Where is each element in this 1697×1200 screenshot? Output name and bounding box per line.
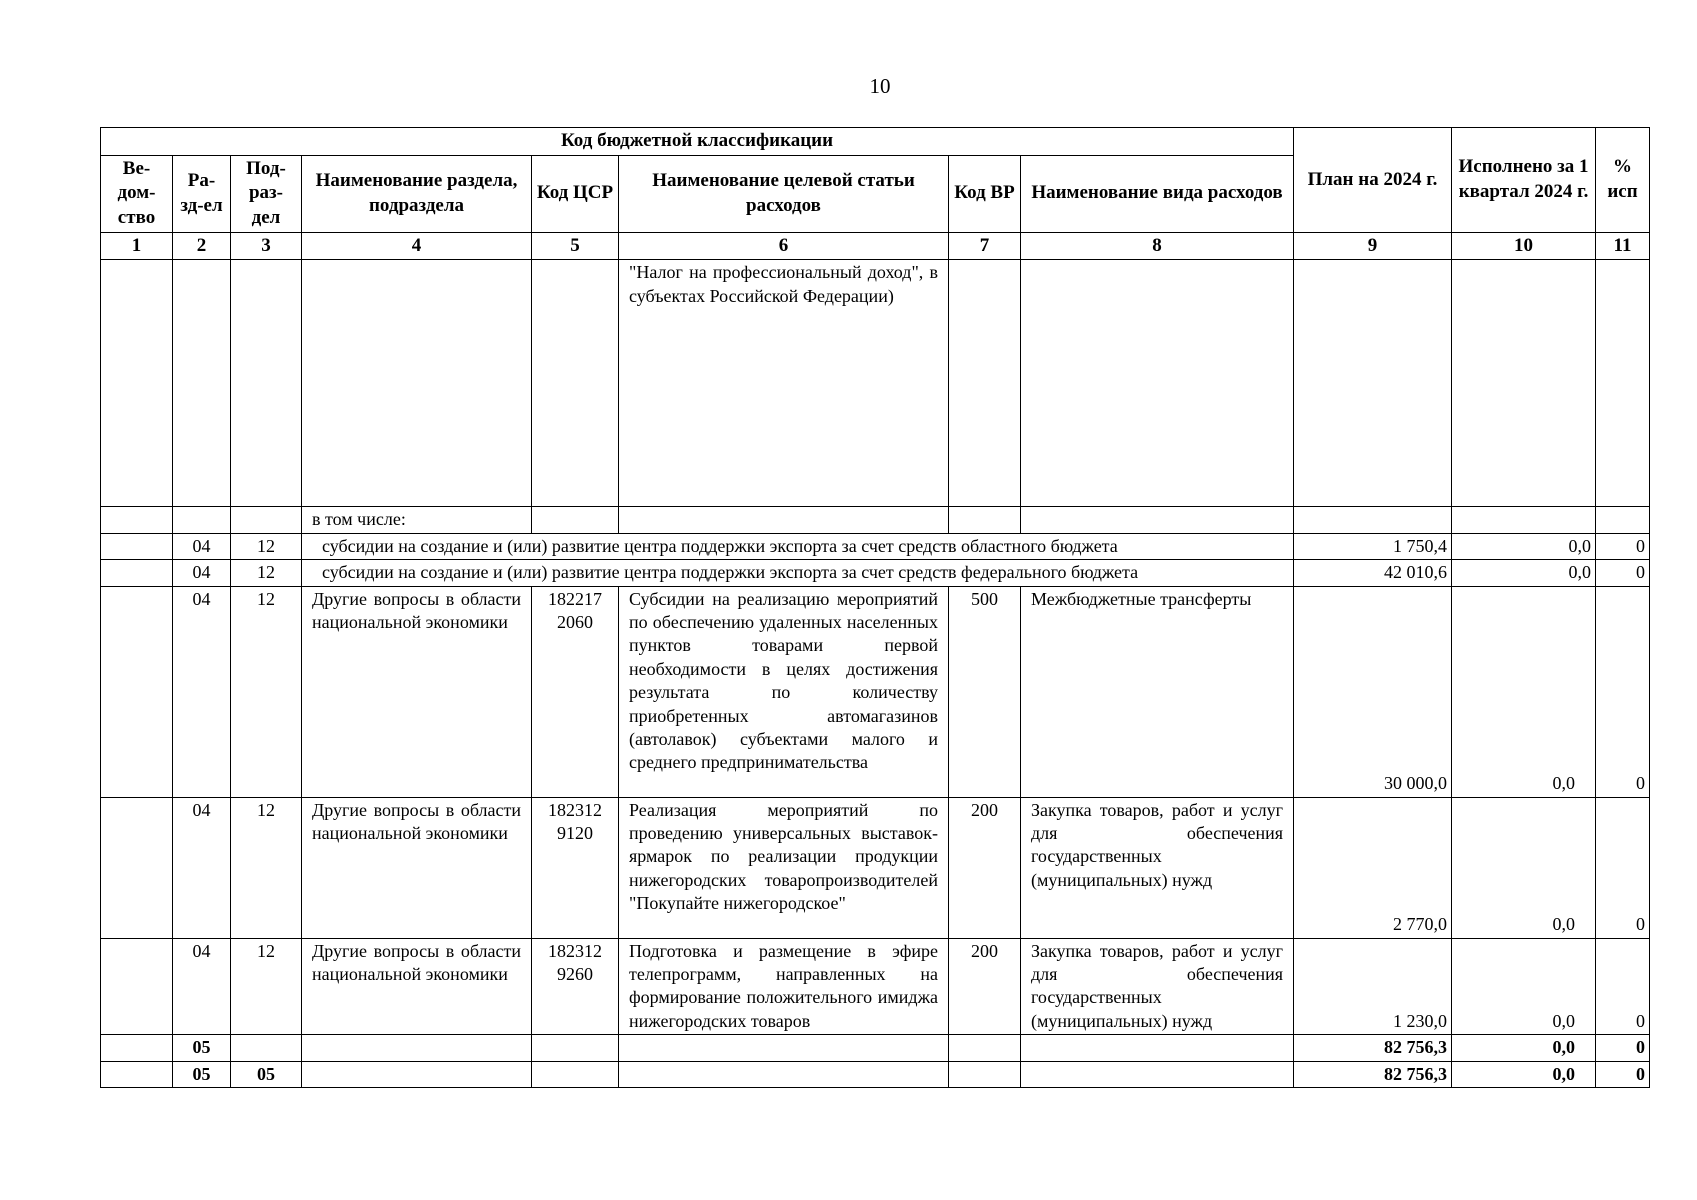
cell-vr-name: Закупка товаров, работ и услуг для обеспечения государственных (муниципальных) нужд: [1021, 938, 1294, 1035]
table-row-total: [101, 1035, 1650, 1061]
cell-executed: 0,0: [1452, 938, 1596, 1035]
cell-target-name: Подготовка и размещение в эфире телепрограмм, направленных на формирование положительного имиджа нижегородских товаров: [619, 938, 949, 1035]
column-number: 10: [1452, 232, 1596, 260]
header-razdel: Ра-зд-ел: [173, 155, 231, 232]
cell-vedomstvo: [101, 560, 173, 586]
cell-target-name: Реализация мероприятий по проведению универсальных выставок-ярмарок по реализации продукции нижегородских товаропроизводителей "Покупайте нижегородское": [619, 797, 949, 938]
cell-plan: 82 756,3: [1294, 1035, 1452, 1061]
cell-vr: 200: [949, 938, 1021, 1035]
cell-subsidy-description: субсидии на создание и (или) развитие центра поддержки экспорта за счет средств федерального бюджета: [302, 560, 1294, 586]
header-target-name: Наименование целевой статьи расходов: [619, 155, 949, 232]
cell-razdel: 04: [173, 533, 231, 559]
cell-razdel: [173, 507, 231, 533]
cell-percent: 0: [1596, 533, 1650, 559]
cell-csr: [532, 1061, 619, 1087]
header-budget-classification: Код бюджетной классификации: [101, 128, 1294, 156]
cell-executed: 0,0: [1452, 1061, 1596, 1087]
column-number: 2: [173, 232, 231, 260]
cell-vr: [949, 507, 1021, 533]
cell-csr: [532, 260, 619, 507]
cell-target-name: [619, 507, 949, 533]
cell-vedomstvo: [101, 1061, 173, 1087]
cell-podrazdel: 12: [231, 560, 302, 586]
cell-plan: [1294, 507, 1452, 533]
cell-razdel: 05: [173, 1035, 231, 1061]
cell-plan: 1 230,0: [1294, 938, 1452, 1035]
header-csr: Код ЦСР: [532, 155, 619, 232]
header-section-name: Наименование раздела, подраздела: [302, 155, 532, 232]
table-row: [101, 260, 1650, 507]
header-vr-name: Наименование вида расходов: [1021, 155, 1294, 232]
cell-vr-name: Межбюджетные трансферты: [1021, 586, 1294, 797]
cell-plan: 42 010,6: [1294, 560, 1452, 586]
column-number: 7: [949, 232, 1021, 260]
cell-percent: 0: [1596, 1035, 1650, 1061]
header-podrazdel: Под-раз-дел: [231, 155, 302, 232]
cell-csr: [532, 507, 619, 533]
cell-executed: 0,0: [1452, 586, 1596, 797]
cell-vedomstvo: [101, 938, 173, 1035]
cell-csr: 182312 9120: [532, 797, 619, 938]
cell-executed: [1452, 260, 1596, 507]
cell-section-name: [302, 1035, 532, 1061]
table-row: [101, 507, 1650, 533]
cell-vr: [949, 1061, 1021, 1087]
cell-podrazdel: 12: [231, 586, 302, 797]
column-number: 11: [1596, 232, 1650, 260]
cell-plan: 30 000,0: [1294, 586, 1452, 797]
cell-vedomstvo: [101, 797, 173, 938]
cell-vedomstvo: [101, 586, 173, 797]
cell-percent: 0: [1596, 797, 1650, 938]
cell-vr-name: Закупка товаров, работ и услуг для обеспечения государственных (муниципальных) нужд: [1021, 797, 1294, 938]
cell-section-name: [302, 1061, 532, 1087]
cell-target-name: Субсидии на реализацию мероприятий по обеспечению удаленных населенных пунктов товарами первой необходимости в целях достижения результата по количеству приобретенных автомагазинов (автолавок) субъектами малого и среднего предпринимательства: [619, 586, 949, 797]
table-row: [101, 533, 1650, 559]
column-number: 9: [1294, 232, 1452, 260]
cell-vedomstvo: [101, 1035, 173, 1061]
cell-vedomstvo: [101, 533, 173, 559]
cell-plan: 82 756,3: [1294, 1061, 1452, 1087]
column-number: 1: [101, 232, 173, 260]
column-number-row: [101, 232, 1650, 260]
cell-target-name: [619, 1035, 949, 1061]
cell-podrazdel: [231, 1035, 302, 1061]
cell-target-name: [619, 1061, 949, 1087]
column-number: 4: [302, 232, 532, 260]
table-row: [101, 560, 1650, 586]
cell-section-name: в том числе:: [302, 507, 532, 533]
header-vedomstvo: Ве-дом-ство: [101, 155, 173, 232]
cell-plan: 1 750,4: [1294, 533, 1452, 559]
cell-podrazdel: [231, 507, 302, 533]
cell-razdel: [173, 260, 231, 507]
cell-executed: 0,0: [1452, 1035, 1596, 1061]
cell-csr: 182217 2060: [532, 586, 619, 797]
header-plan: План на 2024 г.: [1294, 128, 1452, 233]
cell-percent: 0: [1596, 938, 1650, 1035]
cell-section-name: Другие вопросы в области национальной экономики: [302, 797, 532, 938]
column-number: 8: [1021, 232, 1294, 260]
cell-target-name: "Налог на профессиональный доход", в субъектах Российской Федерации): [619, 260, 949, 507]
column-number: 5: [532, 232, 619, 260]
cell-podrazdel: 12: [231, 533, 302, 559]
header-percent: % исп: [1596, 128, 1650, 233]
cell-podrazdel: 12: [231, 797, 302, 938]
cell-csr: 182312 9260: [532, 938, 619, 1035]
budget-table: [100, 127, 1650, 1088]
cell-razdel: 04: [173, 797, 231, 938]
cell-razdel: 04: [173, 938, 231, 1035]
cell-executed: 0,0: [1452, 560, 1596, 586]
cell-section-name: [302, 260, 532, 507]
cell-podrazdel: [231, 260, 302, 507]
table-row-total: [101, 1061, 1650, 1087]
cell-vr: [949, 1035, 1021, 1061]
cell-podrazdel: 12: [231, 938, 302, 1035]
cell-vr-name: [1021, 1035, 1294, 1061]
column-number: 6: [619, 232, 949, 260]
cell-executed: 0,0: [1452, 533, 1596, 559]
cell-section-name: Другие вопросы в области национальной экономики: [302, 586, 532, 797]
cell-subsidy-description: субсидии на создание и (или) развитие центра поддержки экспорта за счет средств областного бюджета: [302, 533, 1294, 559]
cell-percent: 0: [1596, 1061, 1650, 1087]
cell-percent: 0: [1596, 586, 1650, 797]
cell-vr: 200: [949, 797, 1021, 938]
column-number: 3: [231, 232, 302, 260]
table-row: [101, 797, 1650, 938]
cell-vr-name: [1021, 260, 1294, 507]
cell-plan: [1294, 260, 1452, 507]
cell-vr-name: [1021, 507, 1294, 533]
header-vr: Код ВР: [949, 155, 1021, 232]
cell-podrazdel: 05: [231, 1061, 302, 1087]
cell-vr: 500: [949, 586, 1021, 797]
cell-percent: 0: [1596, 560, 1650, 586]
cell-vedomstvo: [101, 260, 173, 507]
header-executed: Исполнено за 1 квартал 2024 г.: [1452, 128, 1596, 233]
cell-percent: [1596, 260, 1650, 507]
cell-plan: 2 770,0: [1294, 797, 1452, 938]
cell-csr: [532, 1035, 619, 1061]
table-row: [101, 586, 1650, 797]
cell-vr: [949, 260, 1021, 507]
cell-razdel: 05: [173, 1061, 231, 1087]
cell-razdel: 04: [173, 560, 231, 586]
cell-vedomstvo: [101, 507, 173, 533]
cell-percent: [1596, 507, 1650, 533]
cell-executed: [1452, 507, 1596, 533]
cell-razdel: 04: [173, 586, 231, 797]
table-row: [101, 938, 1650, 1035]
cell-section-name: Другие вопросы в области национальной экономики: [302, 938, 532, 1035]
page-number: 10: [869, 74, 891, 98]
cell-executed: 0,0: [1452, 797, 1596, 938]
cell-vr-name: [1021, 1061, 1294, 1087]
